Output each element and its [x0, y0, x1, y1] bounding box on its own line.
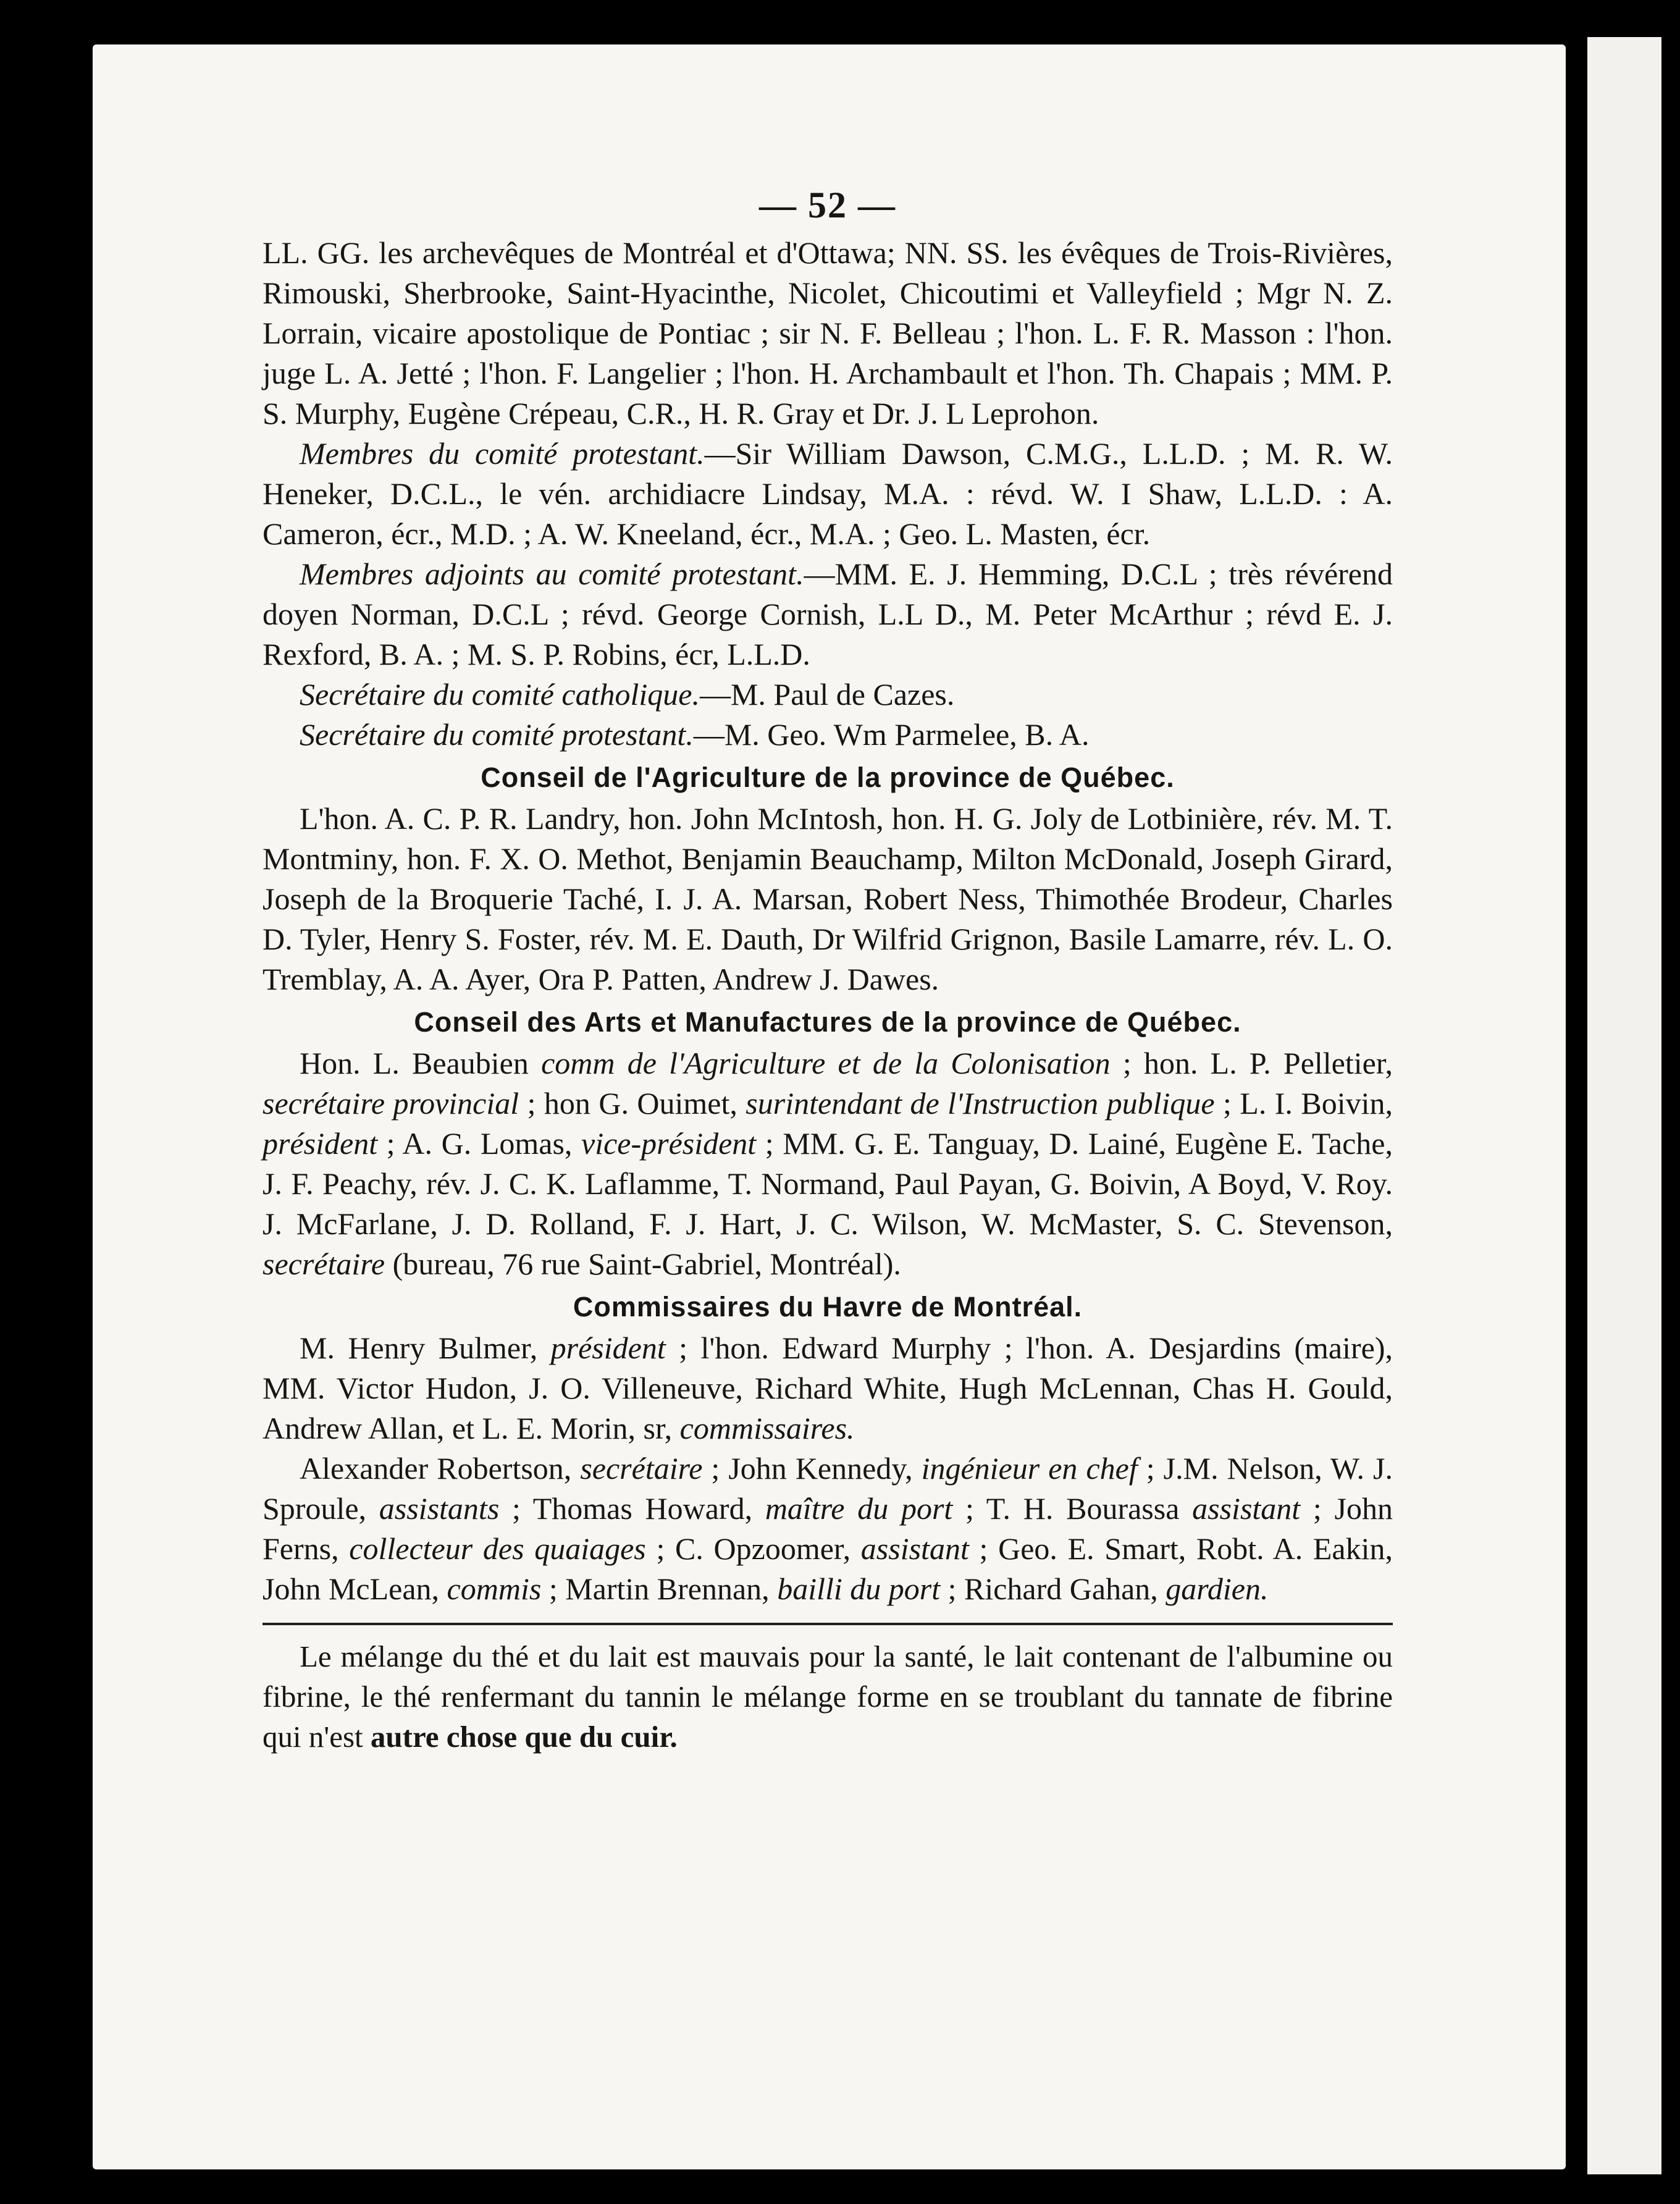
arts-paragraph [262, 1043, 1393, 1284]
harbour-paragraph-1 [262, 1328, 1393, 1449]
catholic-secretary-paragraph [262, 675, 1393, 715]
harbour-text-2: ; l'hon. Edward Murphy ; l'hon. A. Desjardins (maire), MM. Victor Hudon, J. O. Villeneuve, Richard White, Hugh McLennan, Chas H. Gould, Andrew Allan, et L. E. Morin, sr, [262, 1331, 1393, 1445]
harbour-staff-role-1: secrétaire [580, 1451, 703, 1486]
catholic-secretary-label: Secrétaire du comité catholique. [300, 677, 700, 712]
arts-text-2: ; hon. L. P. Pelletier, [1110, 1046, 1393, 1080]
harbour-staff-text-6: ; John Ferns, [262, 1491, 1393, 1566]
harbour-section-title: Commissaires du Havre de Montréal. [573, 1291, 1083, 1323]
arts-role-1: comm de l'Agriculture et de la Colonisation [541, 1046, 1111, 1080]
footnote-text-tail: autre chose que du cuir. [370, 1720, 678, 1754]
agriculture-section-title: Conseil de l'Agriculture de la province de Québec. [481, 762, 1175, 793]
harbour-staff-role-4: maître du port [765, 1491, 953, 1526]
arts-text-7: (bureau, 76 rue Saint-Gabriel, Montréal). [385, 1247, 901, 1281]
protestant-secretary-paragraph [262, 715, 1393, 755]
harbour-staff-role-6: collecteur des quaiages [349, 1531, 646, 1566]
protestant-members-label: Membres du comité protestant. [300, 436, 705, 471]
intro-paragraph: LL. GG. les archevêques de Montréal et d'Ottawa; NN. SS. les évêques de Trois-Rivières, Rimouski, Sherbrooke, Saint-Hyacinthe, Nicolet, Chicoutimi et Valleyfield ; Mgr N. Z. Lorrain, vicaire apostolique de Pontiac ; sir N. F. Belleau ; l'hon. L. F. R. Masson : l'hon. juge L. A. Jetté ; l'hon. F. Langelier ; l'hon. H. Archambault et l'hon. Th. Chapais ; MM. P. S. Murphy, Eugène Crépeau, C.R., H. R. Gray et Dr. J. L Leprohon. [262, 235, 1393, 431]
harbour-staff-role-9: bailli du port [777, 1571, 941, 1606]
harbour-staff-text-1: Alexander Robertson, [300, 1451, 581, 1486]
harbour-staff-role-5: assistant [1192, 1491, 1301, 1526]
arts-role-2: secrétaire provincial [262, 1086, 519, 1121]
arts-role-3: surintendant de l'Instruction publique [746, 1086, 1215, 1121]
catholic-secretary-text: —M. Paul de Cazes. [699, 677, 955, 712]
harbour-staff-role-2: ingénieur en chef [921, 1451, 1138, 1486]
arts-text-3: ; hon G. Ouimet, [519, 1086, 746, 1121]
footnote-text: Le mélange du thé et du lait est mauvais pour la santé, le lait contenant de l'albumine ou fibrine, le thé renfermant du tannin le mélange forme en se troublant du tannate de fibrine qui n'est [262, 1639, 1393, 1754]
arts-role-6: secrétaire [262, 1247, 385, 1281]
protestant-adjunct-paragraph [262, 554, 1393, 675]
harbour-staff-role-8: commis [447, 1571, 542, 1606]
harbour-staff-text-3: ; J.M. Nelson, W. J. Sproule, [262, 1451, 1393, 1526]
protestant-adjunct-label: Membres adjoints au comité protestant. [300, 557, 804, 591]
harbour-staff-text-9: ; Martin Brennan, [541, 1571, 778, 1606]
arts-text-4: ; L. I. Boivin, [1214, 1086, 1393, 1121]
arts-section-title: Conseil des Arts et Manufactures de la province de Québec. [414, 1006, 1241, 1038]
harbour-staff-text-2: ; John Kennedy, [702, 1451, 922, 1486]
harbour-role-2: commissaires. [679, 1411, 855, 1445]
arts-text-6: ; MM. G. E. Tanguay, D. Lainé, Eugène E. Tache, J. F. Peachy, rév. J. C. K. Laflamme, T. Normand, Paul Payan, G. Boivin, A Boyd, V. Roy. J. McFarlane, J. D. Rolland, F. J. Hart, J. C. Wilson, W. McMaster, S. C. Stevenson, [262, 1126, 1393, 1241]
arts-role-4: président [262, 1126, 378, 1161]
page-text [262, 185, 1393, 1757]
harbour-staff-text-8: ; Geo. E. Smart, Robt. A. Eakin, John McLean, [262, 1531, 1393, 1606]
harbour-staff-role-3: assistants [379, 1491, 500, 1526]
harbour-staff-text-4: ; Thomas Howard, [499, 1491, 765, 1526]
footnote-paragraph [262, 1636, 1393, 1757]
harbour-paragraph-2 [262, 1449, 1393, 1609]
arts-role-5: vice-président [581, 1126, 757, 1161]
adjacent-page-edge [1587, 37, 1661, 2174]
page-number: — 52 — [759, 185, 896, 225]
arts-text-5: ; A. G. Lomas, [377, 1126, 581, 1161]
harbour-staff-role-7: assistant [860, 1531, 969, 1566]
arts-text-1: Hon. L. Beaubien [300, 1046, 542, 1080]
protestant-secretary-label: Secrétaire du comité protestant. [300, 717, 694, 752]
protestant-secretary-text: —M. Geo. Wm Parmelee, B. A. [693, 717, 1090, 752]
harbour-staff-text-5: ; T. H. Bourassa [952, 1491, 1193, 1526]
harbour-staff-text-7: ; C. Opzoomer, [645, 1531, 861, 1566]
harbour-role-1: président [550, 1331, 666, 1365]
agriculture-paragraph: L'hon. A. C. P. R. Landry, hon. John McIntosh, hon. H. G. Joly de Lotbinière, rév. M. T. Montminy, hon. F. X. O. Methot, Benjamin Beauchamp, Milton McDonald, Joseph Girard, Joseph de la Broquerie Taché, I. J. A. Marsan, Robert Ness, Thimothée Brodeur, Charles D. Tyler, Henry S. Foster, rév. M. E. Dauth, Dr Wilfrid Grignon, Basile Lamarre, rév. L. O. Tremblay, A. A. Ayer, Ora P. Patten, Andrew J. Dawes. [262, 801, 1393, 996]
harbour-staff-role-10: gardien. [1166, 1571, 1269, 1606]
protestant-adjunct-text: —MM. E. J. Hemming, D.C.L ; très révérend doyen Norman, D.C.L ; révd. George Cornish, L.L D., M. Peter McArthur ; révd E. J. Rexford, B. A. ; M. S. P. Robins, écr, L.L.D. [262, 557, 1393, 671]
protestant-members-paragraph [262, 434, 1393, 554]
protestant-members-text: —Sir William Dawson, C.M.G., L.L.D. ; M. R. W. Heneker, D.C.L., le vén. archidiacre Lindsay, M.A. : révd. W. I Shaw, L.L.D. : A. Cameron, écr., M.D. ; A. W. Kneeland, écr., M.A. ; Geo. L. Masten, écr. [262, 436, 1393, 551]
footnote-divider [262, 1623, 1393, 1625]
harbour-staff-text-10: ; Richard Gahan, [940, 1571, 1166, 1606]
harbour-text-1: M. Henry Bulmer, [300, 1331, 551, 1365]
